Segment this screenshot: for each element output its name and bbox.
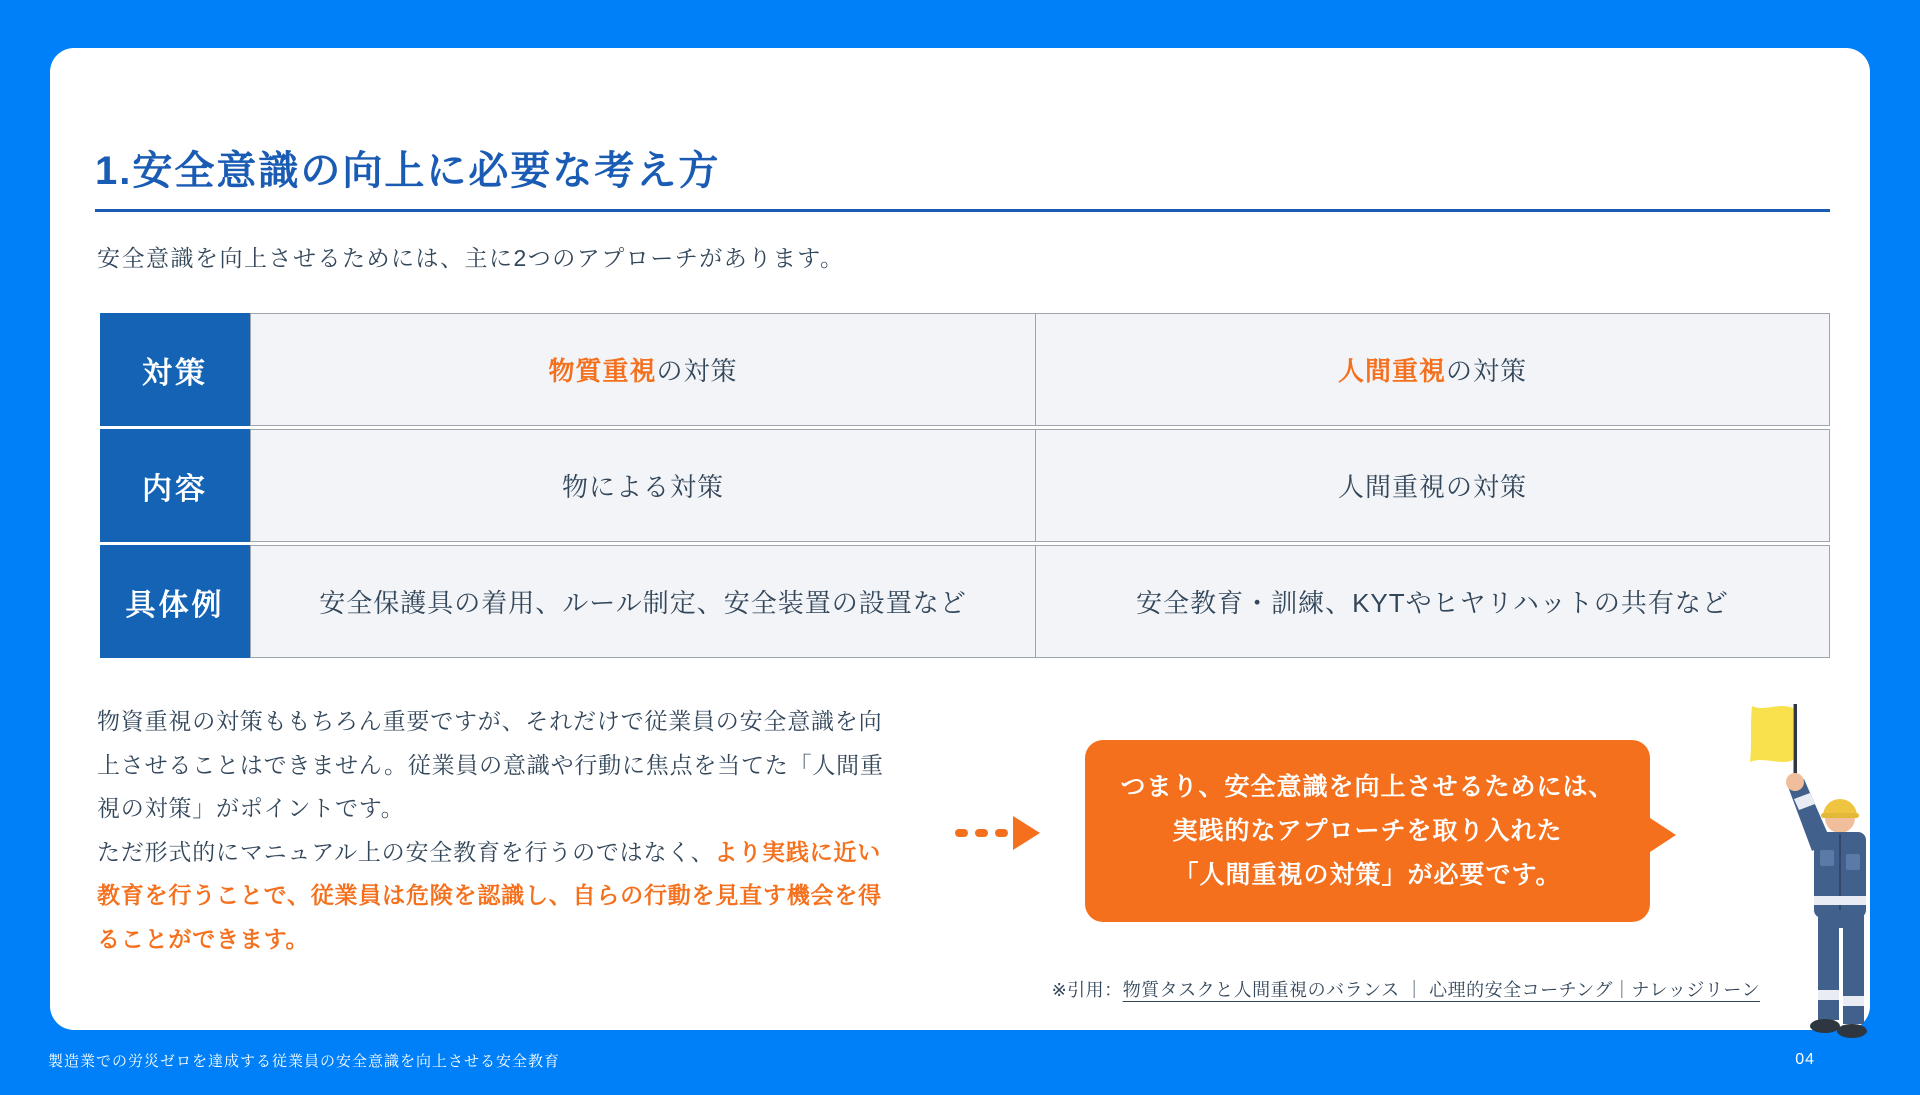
slide-subtitle: 安全意識を向上させるためには、主に2つのアプローチがあります。	[97, 245, 845, 271]
ankle-stripe-left	[1818, 990, 1839, 1000]
table-row-header-measure: 対策	[100, 313, 250, 426]
table-cell-measure-human	[1035, 313, 1830, 426]
shoe-right	[1837, 1024, 1867, 1038]
table-cell-content-human: 人間重視の対策	[1035, 429, 1830, 542]
material-emphasis-label: 物質重視	[548, 356, 657, 386]
worker-hand	[1786, 773, 1804, 791]
citation-prefix: ※引用：	[1051, 980, 1123, 1000]
table-row-header-examples: 具体例	[100, 545, 250, 658]
chest-pocket-left	[1820, 850, 1834, 866]
paragraph-part1: 物資重視の対策ももちろん重要ですが、それだけで従業員の安全意識を向上させることはできません。従業員の意識や行動に焦点を当てた「人間重視の対策」がポイントです。	[97, 708, 884, 821]
callout-line-3: 「人間重視の対策」が必要です。	[1173, 861, 1562, 889]
chest-pocket-right	[1846, 854, 1860, 870]
footer-title: 製造業での労災ゼロを達成する従業員の安全意識を向上させる安全教育	[48, 1053, 561, 1070]
material-rest-label: の対策	[656, 356, 738, 386]
page-number: 04	[1795, 1051, 1815, 1068]
table-cell-measure-material	[250, 313, 1035, 426]
page-title: 1.安全意識の向上に必要な考え方	[95, 147, 1830, 212]
table-cell-content-material: 物による対策	[250, 429, 1035, 542]
slide-card	[50, 48, 1870, 1030]
shoe-left	[1810, 1019, 1840, 1033]
worker-raising-flag-illustration	[1700, 700, 1920, 1090]
paragraph-part2: ただ形式的にマニュアル上の安全教育を行うのではなく、	[97, 838, 715, 865]
worker-leg-left	[1818, 918, 1839, 1020]
callout-line-1: つまり、安全意識を向上させるためには、	[1120, 773, 1615, 801]
helmet-brim	[1821, 813, 1859, 818]
human-emphasis-label: 人間重視	[1337, 356, 1446, 386]
body-paragraph	[97, 700, 887, 961]
citation	[1052, 976, 1760, 1002]
human-rest-label: の対策	[1446, 356, 1528, 386]
table-cell-examples-material: 安全保護具の着用、ルール制定、安全装置の設置など	[250, 545, 1035, 658]
callout-line-2: 実践的なアプローチを取り入れた	[1172, 817, 1563, 845]
worker-leg-right	[1843, 918, 1864, 1024]
waist-stripe	[1814, 896, 1866, 905]
conclusion-callout-bubble	[1085, 740, 1650, 922]
citation-link[interactable]: 物質タスクと人間重視のバランス ｜ 心理的安全コーチング｜ナレッジリーン	[1122, 980, 1760, 1000]
callout-tail	[1650, 818, 1676, 852]
paragraph-highlight: より実践に近い教育を行うことで、従業員は危険を認識し、自らの行動を見直す機会を得ることができます。	[97, 838, 882, 952]
flag-icon	[1750, 706, 1793, 762]
comparison-table	[100, 313, 1830, 658]
dashed-arrow-right-icon	[955, 813, 1040, 853]
ankle-stripe-right	[1843, 996, 1864, 1006]
table-row-header-content: 内容	[100, 429, 250, 542]
table-cell-examples-human: 安全教育・訓練、KYTやヒヤリハットの共有など	[1035, 545, 1830, 658]
